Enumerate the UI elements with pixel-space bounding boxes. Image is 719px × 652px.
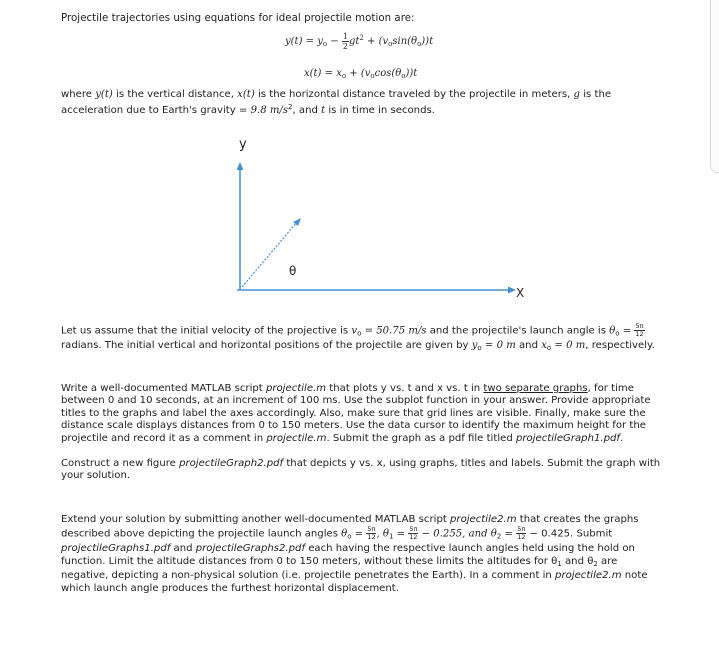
x-axis-arrow-icon [508,287,516,294]
y-axis-label: y [239,137,247,152]
theta-label: θ [289,264,297,278]
assumption-paragraph: Let us assume that the initial velocity of the projective is $v_o = 50.75$ m/s and the projectile's launch angle is $\theta_o$ = $\frac{5\pi}{12}$ radians. The initial vertical and horizontal positions of the projectile are given by $y_o = 0$ m and $x_o = 0$ m, respectively. [61,322,655,352]
scrollbar-edge[interactable] [710,0,719,173]
equation-y: $y(t) = y_o$ − $\frac{1}{2}$ $gt^2 + (v_o\sin(\theta_o))t$ [285,32,434,51]
y-axis-arrow-icon [237,162,244,170]
intro-text: Projectile trajectories using equations for ideal projectile motion are: [61,13,415,24]
x-axis-label: X [516,286,525,300]
where-paragraph: where y(t) is the vertical distance, x(t) is the horizontal distance traveled by the projectile in meters, g is the acceleration due to Earth's gravity = 9.8 $m/s^2$, and t is in time in seconds. [61,89,612,117]
trajectory-diagram [200,130,560,310]
task1-paragraph: Write a well-documented MATLAB script projectile.m that plots y vs. t and x vs. t in two separate graphs, for time between 0 and 10 seconds, at an increment of 100 ms. Use the subplot function in your answer. Provide appropriate titles to the graphs and label the axes accordingly. Also, make sure that grid lines are visible. Finally, make sure the distance scale displays distances from 0 to 150 meters. Use the data cursor to identify the maximum height for the projectile and record it as a comment in projectile.m. Submit the graph as a pdf file titled projectileGraph1.pdf. [61,383,651,444]
task3-paragraph: Extend your solution by submitting another well-documented MATLAB script projectile2.m that creates the graphs described above depicting the projectile launch angles $\theta_o$ = $\frac{5\pi}{12}$ , $\theta_1$ = $\frac{5\pi}{12}$ − 0.255, and $\theta_2$ = $\frac{5\pi}{12}$ − 0.425. Submit projectileGraphs1.pdf and projectileGraphs2.pdf each having the respective launch angles held using the hold on function. Limit the altitude distances from 0 to 150 meters, without these limits the altitudes for $\theta_1$ and $\theta_2$ are negative, depicting a non-physical solution (i.e. projectile penetrates the Earth). In a comment in projectile2.m note which launch angle produces the furthest horizontal displacement. [61,514,648,594]
task2-paragraph: Construct a new figure projectileGraph2.pdf that depicts y vs. x, using graphs, titles and labels. Submit the graph with your solution. [61,458,661,482]
equation-x: $x(t) = x_o + (v_o\cos(\theta_o))t$ [304,68,418,80]
